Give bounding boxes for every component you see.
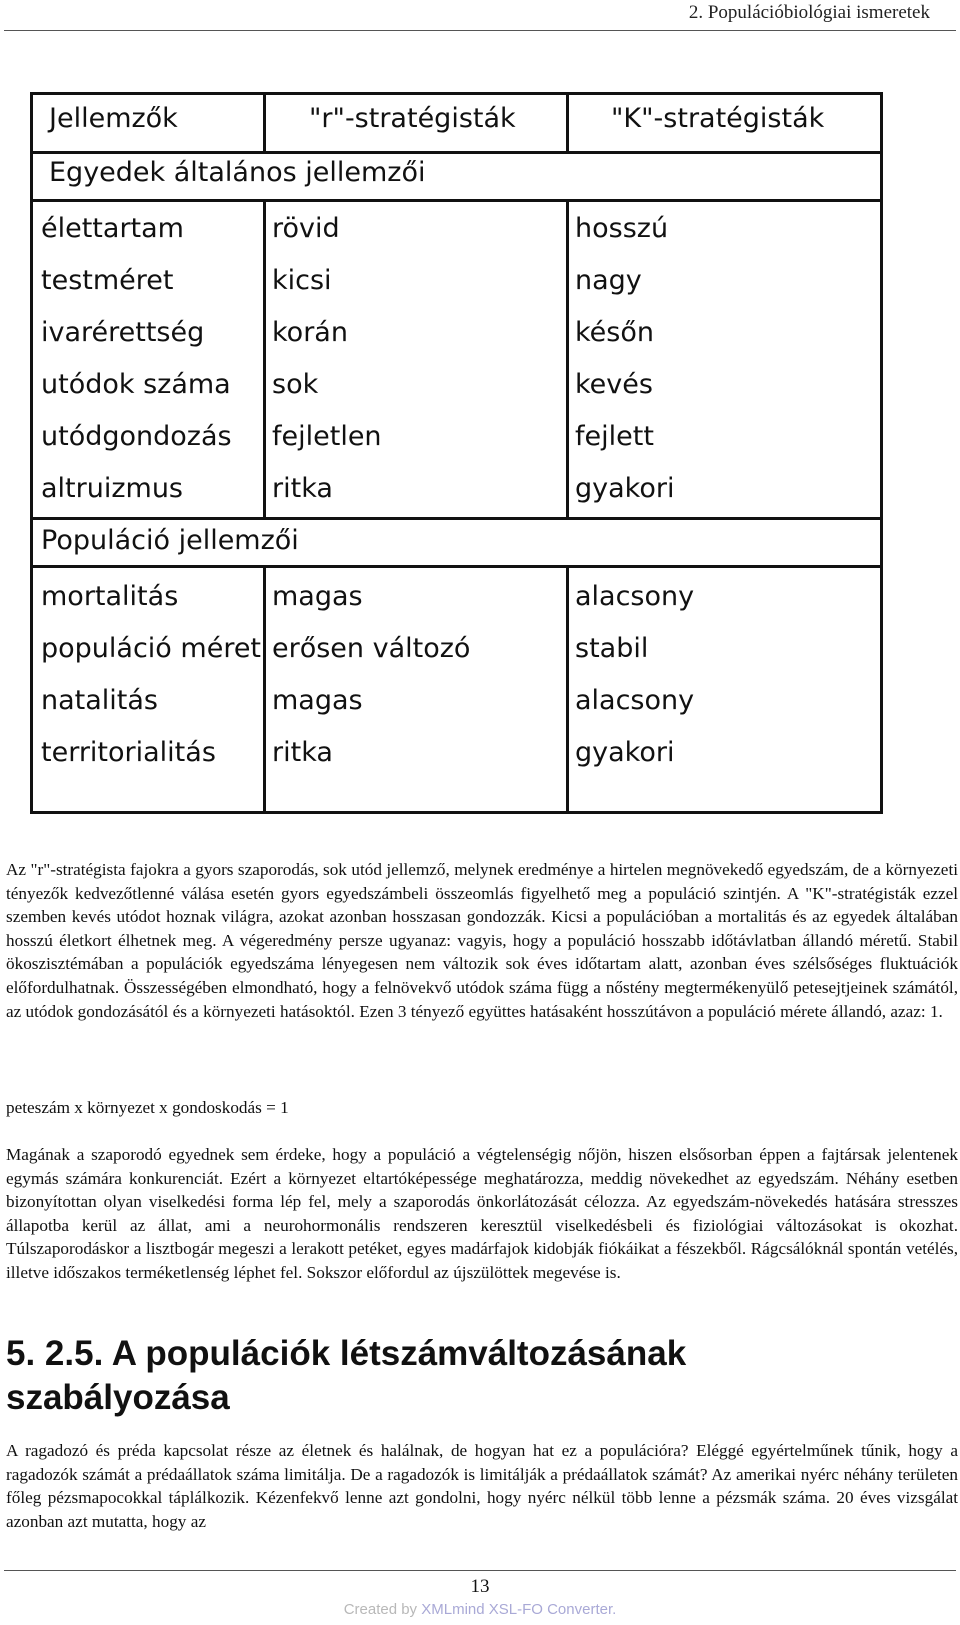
generator-credit <box>0 1601 960 1618</box>
column-divider <box>566 202 569 520</box>
table-cell: fejletlen <box>272 421 382 452</box>
row-divider <box>33 565 880 568</box>
column-divider <box>263 568 266 811</box>
row-divider <box>33 517 880 520</box>
table-cell: gyakori <box>575 737 675 768</box>
table-cell: natalitás <box>41 685 158 716</box>
formula-line: peteszám x környezet x gondoskodás = 1 <box>6 1098 289 1117</box>
column-divider <box>566 568 569 811</box>
body-paragraph: A ragadozó és préda kapcsolat része az életnek és halálnak, de hogyan hat ez a populációra? Eléggé egyértelműnek tűnik, hogy a ragadozók számát a prédaállatok száma limitálja. De a ragadozók is limitálják a prédaállatok számát? Az amerikai nyérc néhány területen főleg pézsmapocokkal táplálkozik. Kézenfekvő lenne azt gondolni, hogy nyérc nélkül több lenne a pézsmák száma. 20 éves vizsgálat azonban azt mutatta, hogy az <box>6 1441 958 1531</box>
column-header-characteristics: Jellemzők <box>49 103 178 134</box>
section-title-individuals: Egyedek általános jellemzői <box>49 157 426 188</box>
table-cell: fejlett <box>575 421 654 452</box>
table-cell: sok <box>272 369 319 400</box>
column-header-k-strategists: "K"-stratégisták <box>611 103 825 134</box>
column-divider <box>566 95 569 151</box>
table-cell: későn <box>575 317 654 348</box>
table-cell: stabil <box>575 633 649 664</box>
generator-prefix: Created by <box>343 1601 422 1618</box>
table-cell: ritka <box>272 473 333 504</box>
column-header-r-strategists: "r"-stratégisták <box>309 103 516 134</box>
body-paragraph: Az "r"-stratégista fajokra a gyors szaporodás, sok utód jellemző, melynek eredménye a hirtelen megnövekedő egyedszám, de a környezeti tényezők kedvezőtlenné válása esetén gyors egyedszámbeli összeomlás figyelhető meg a populáció szintjén. A "K"-stratégisták ezzel szemben kevés utódot hoznak világra, azokat azonban hosszasan gondozzák. Kicsi a populációban a mortalitás és az egyedek általában hosszú életkort élhetnek meg. A végeredmény persze ugyanaz: vagyis, hogy a populáció hosszabb időtávlatban állandó méretű. Stabil ökoszisztémában a populációk egyedszáma lényegesen nem változik sok éves időtartam alatt, azonban éves szélsőséges fluktuációk előfordulhatnak. Összességében elmondható, hogy a felnövekvő utódok száma függ a nőstény megtermékenyülő petesejtjeinek számától, az utódok gondozásától és a környezeti hatásoktól. Ezen 3 tényező együttes hatásaként hosszútávon a populáció mérete állandó, azaz: 1. <box>6 860 958 1021</box>
section-title-population: Populáció jellemzői <box>41 525 299 556</box>
table-cell: mortalitás <box>41 581 179 612</box>
table-cell: kicsi <box>272 265 332 296</box>
table-cell: utódok száma <box>41 369 231 400</box>
table-cell: territorialitás <box>41 737 216 768</box>
table-cell: nagy <box>575 265 642 296</box>
table-cell: élettartam <box>41 213 184 244</box>
table-cell: gyakori <box>575 473 675 504</box>
row-divider <box>33 199 880 202</box>
table-cell: testméret <box>41 265 174 296</box>
section-heading: 5. 2.5. A populációk létszámváltozásának szabályozása <box>6 1334 687 1417</box>
table-cell: alacsony <box>575 581 695 612</box>
running-header-title: 2. Populációbiológiai ismeretek <box>688 2 930 23</box>
table-cell: altruizmus <box>41 473 184 504</box>
header-divider <box>4 30 956 31</box>
table-cell: magas <box>272 581 363 612</box>
generator-brand-link[interactable]: XMLmind XSL-FO Converter. <box>421 1601 617 1618</box>
table-cell: ritka <box>272 737 333 768</box>
table-cell: populáció méret <box>41 633 262 664</box>
footer-divider <box>4 1570 956 1571</box>
row-divider <box>33 151 880 154</box>
table-cell: ivarérettség <box>41 317 205 348</box>
table-cell: alacsony <box>575 685 695 716</box>
table-cell: korán <box>272 317 348 348</box>
page-number: 13 <box>470 1576 490 1597</box>
table-cell: magas <box>272 685 363 716</box>
body-paragraph: Magának a szaporodó egyednek sem érdeke, hogy a populáció a végtelenségig nőjön, hiszen elsősorban éppen a fajtársak jelentenek egymás számára konkurenciát. Ezért a környezet eltartóképessége meghatározza, meddig növekedhet az egyedszám. Néhány esetben bizonyítottan olyan viselkedési forma lép fel, mely a szaporodás önkorlátozását célozza. Az egyedszám-növekedés hatására stresszes állapotba kerül az állat, ami a neurohormonális rendszeren keresztül viselkedésbeli és fiziológiai változásokat is okozhat. Túlszaporodáskor a lisztbogár megeszi a lerakott petéket, egyes madárfajok kidobják fiókáikat a fészekből. Rágcsálóknál spontán vetélés, illetve időszakos terméketlenség léphet fel. Sokszor előfordul az újszülöttek megevése is. <box>6 1145 958 1282</box>
strategy-comparison-table <box>30 92 883 814</box>
table-cell: rövid <box>272 213 340 244</box>
column-divider <box>263 95 266 151</box>
column-divider <box>263 202 266 520</box>
table-cell: kevés <box>575 369 653 400</box>
table-cell: erősen változó <box>272 633 471 664</box>
table-cell: hosszú <box>575 213 669 244</box>
table-cell: utódgondozás <box>41 421 232 452</box>
